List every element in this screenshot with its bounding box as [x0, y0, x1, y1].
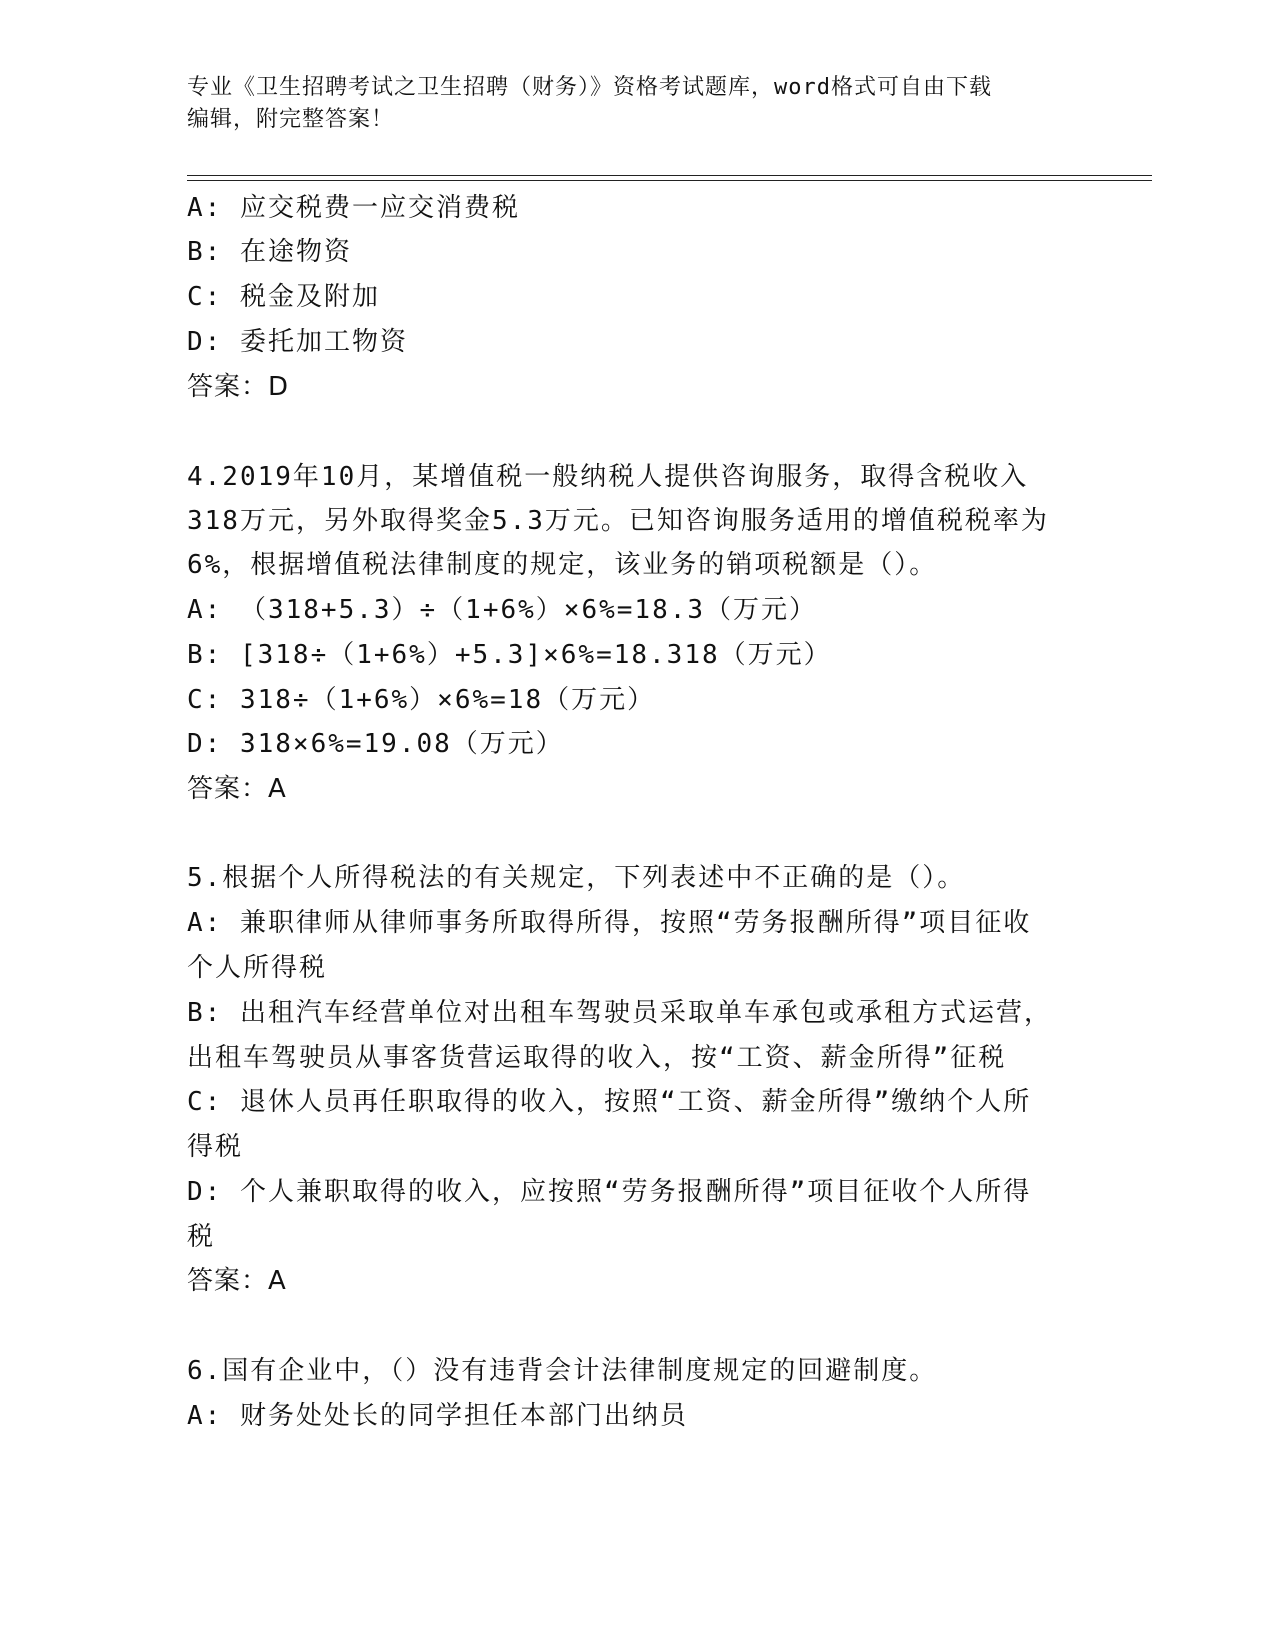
q5-option-b-line-2: 出租车驾驶员从事客货营运取得的收入，按“工资、薪金所得”征税: [187, 1043, 1007, 1073]
q5-option-c-line-2: 得税: [187, 1132, 244, 1162]
q4-stem-line-3: 6%，根据增值税法律制度的规定，该业务的销项税额是（）。: [187, 550, 938, 580]
q4-option-b: B: [318÷（1+6%）+5.3]×6%=18.318（万元）: [187, 640, 832, 670]
q6-option-a: A: 财务处处长的同学担任本部门出纳员: [187, 1401, 688, 1431]
q4-stem-line-2: 318万元，另外取得奖金5.3万元。已知咨询服务适用的增值税税率为: [187, 506, 1049, 536]
header-divider-top: [187, 175, 1152, 176]
q5-option-a-line-1: A: 兼职律师从律师事务所取得所得，按照“劳务报酬所得”项目征收: [187, 908, 1032, 938]
q5-stem: 5.根据个人所得税法的有关规定，下列表述中不正确的是（）。: [187, 863, 966, 893]
q3-option-a: A: 应交税费一应交消费税: [187, 193, 520, 223]
q3-option-c: C: 税金及附加: [187, 282, 380, 312]
q5-option-a-line-2: 个人所得税: [187, 953, 328, 983]
q5-option-d-line-1: D: 个人兼职取得的收入，应按照“劳务报酬所得”项目征收个人所得: [187, 1177, 1032, 1207]
q5-option-c-line-1: C: 退休人员再任职取得的收入，按照“工资、薪金所得”缴纳个人所: [187, 1087, 1032, 1117]
q4-option-d: D: 318×6%=19.08（万元）: [187, 729, 564, 759]
header-line-2: 编辑，附完整答案！: [187, 107, 395, 132]
q5-option-b-line-1: B: 出租汽车经营单位对出租车驾驶员采取单车承包或承租方式运营，: [187, 998, 1052, 1028]
q5-answer: 答案：A: [187, 1266, 287, 1296]
header-divider-bottom: [187, 180, 1152, 181]
q4-answer: 答案：A: [187, 774, 287, 804]
q5-option-d-line-2: 税: [187, 1222, 216, 1252]
q6-stem: 6.国有企业中，（）没有违背会计法律制度规定的回避制度。: [187, 1356, 938, 1386]
q4-stem-line-1: 4.2019年10月，某增值税一般纳税人提供咨询服务，取得含税收入: [187, 462, 1029, 492]
q3-option-d: D: 委托加工物资: [187, 327, 408, 357]
q3-option-b: B: 在途物资: [187, 237, 352, 267]
q4-option-a: A: （318+5.3）÷（1+6%）×6%=18.3（万元）: [187, 595, 818, 625]
q3-answer: 答案：D: [187, 372, 290, 402]
q4-option-c: C: 318÷（1+6%）×6%=18（万元）: [187, 685, 656, 715]
document-header: [187, 72, 1087, 136]
header-line-1: 专业《卫生招聘考试之卫生招聘（财务）》资格考试题库，word格式可自由下载: [187, 75, 992, 100]
